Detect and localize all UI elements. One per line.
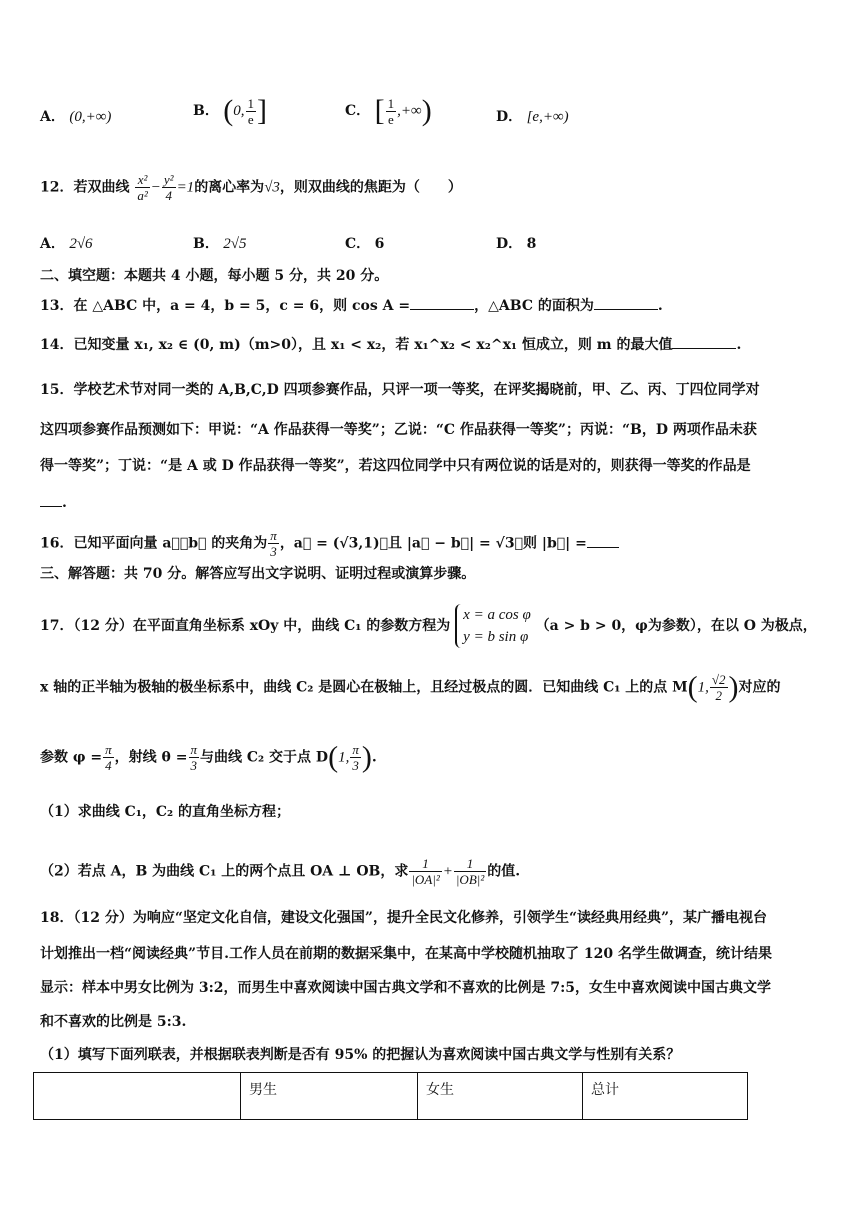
q17-line3d: .	[371, 749, 377, 766]
q15-end: .	[62, 495, 67, 511]
q12-stem	[40, 172, 462, 203]
q11-b-pre: 0,	[233, 103, 245, 119]
q15-blank[interactable]	[40, 492, 62, 507]
q13-mid: ，△ABC 的面积为	[474, 298, 594, 314]
q12-f1-num: x²	[135, 172, 149, 188]
q16-text2: ，a⃗ = (√3,1)，且 |a⃗ − b⃗| = √3，则 |b⃗| =	[279, 535, 587, 552]
q11-option-a	[40, 106, 111, 126]
q12-d-label: D．	[496, 236, 523, 252]
q12-d-value: 8	[526, 236, 537, 252]
q12-f2-den: 4	[165, 188, 172, 203]
q17-part2b: 的值.	[487, 863, 521, 880]
q12-text1: 若双曲线	[73, 179, 130, 196]
q16-text1: 16．已知平面向量 a⃗，b⃗ 的夹角为	[40, 535, 268, 552]
q18-line-2: 计划推出一档“阅读经典”节目.工作人员在前期的数据采集中，在某高中学校随机抽取了 120 名学生做调查，统计结果	[40, 946, 772, 962]
q12-sqrt3: √3	[264, 179, 280, 196]
q16-pi-num: π	[270, 528, 277, 543]
q17-line2a: x 轴的正半轴为极轴的极坐标系中，曲线 C₂ 是圆心在极轴上，且经过极点的圆．已知曲线 C₁ 上的点 M	[40, 679, 688, 696]
q11-option-c: C． [ $\frac{1}{e}$ ,+∞)	[345, 94, 432, 127]
table-header-cell: 女生	[418, 1073, 583, 1120]
q12-f1-den: a²	[137, 188, 148, 203]
q11-c-den: e	[387, 111, 394, 127]
q18-line-3: 显示：样本中男女比例为 3:2，而男生中喜欢阅读中国古典文学和不喜欢的比例是 7:5，女生中喜欢阅读中国古典文学	[40, 980, 772, 996]
q17-theta-den: 3	[190, 758, 197, 773]
q11-c-post: ,+∞	[397, 103, 422, 119]
q11-option-b: B． (0, $\frac{1}{e}$ ]	[193, 94, 268, 127]
q12-c-label: C．	[345, 236, 371, 252]
q11-b-den: e	[247, 111, 254, 127]
q12-a-value: 2√6	[69, 236, 93, 252]
q17-line2b: 对应的	[738, 679, 781, 696]
contingency-table	[33, 1072, 748, 1120]
q15-line-1: 15．学校艺术节对同一类的 A,B,C,D 四项参赛作品，只评一项一等奖，在评奖揭晓前，甲、乙、丙、丁四位同学对	[40, 382, 760, 398]
q17-line3b: ，射线 θ =	[114, 749, 188, 766]
q12-b-label: B．	[193, 236, 219, 252]
q17-param-system	[455, 604, 531, 648]
q12-number: 12．	[40, 179, 74, 196]
q12-option-a	[40, 233, 93, 253]
q17-oa-den: |OA|²	[411, 872, 440, 887]
q12-eq: =1	[176, 179, 195, 196]
q17-part2a: （2）若点 A，B 为曲线 C₁ 上的两个点且 OA ⊥ OB，求	[40, 863, 409, 880]
q11-option-d	[496, 106, 569, 126]
q17-part-2	[40, 856, 520, 887]
q18-part-1: （1）填写下面列联表，并根据联表判断是否有 95% 的把握认为喜欢阅读中国古典文学与性别有关系？	[40, 1047, 681, 1063]
q17-plus: +	[442, 863, 453, 880]
q18-line-1: 18．（12 分）为响应“坚定文化自信，建设文化强国”，提升全民文化修养，引领学生“读经典用经典”，某广播电视台	[40, 910, 768, 926]
q12-f2-num: y²	[163, 172, 174, 187]
q15-line-4	[40, 492, 67, 513]
q17-ob-den: |OB|²	[455, 872, 485, 887]
q17-phi-num: π	[105, 742, 112, 757]
section-3-heading: 三、解答题：共 70 分。解答应写出文字说明、证明过程或演算步骤。	[40, 566, 476, 582]
q11-a-value: (0,+∞)	[69, 109, 112, 125]
q12-b-value: 2√5	[223, 236, 247, 252]
q17-theta-num: π	[190, 742, 198, 757]
q17-phi-den: 4	[105, 758, 112, 773]
q12-option-c	[345, 233, 384, 253]
q11-d-value: [e,+∞)	[526, 109, 569, 125]
q17-line-3: 参数 φ = $\frac{\pi}{4}$ ，射线 θ = $\frac{\pi}{3}$ 与曲线 C₂ 交于点 D(1, $\frac{\pi}{3}$ ).	[40, 740, 377, 774]
q12-a-label: A．	[40, 236, 65, 252]
q14	[40, 334, 741, 355]
q17-line3c: 与曲线 C₂ 交于点 D	[200, 749, 329, 766]
table-header-row	[34, 1073, 748, 1120]
q12-text2: 的离心率为	[194, 179, 265, 196]
q11-b-num: 1	[247, 95, 255, 111]
q13	[40, 295, 663, 316]
q14-end: .	[736, 337, 742, 353]
q17-pre: 17．（12 分）在平面直角坐标系 xOy 中，曲线 C₁ 的参数方程为	[40, 618, 451, 634]
q17-d-pre: 1,	[338, 749, 350, 766]
q15-line-3: 得一等奖”；丁说：“是 A 或 D 作品获得一等奖”，若这四位同学中只有两位说的话是对的，则获得一等奖的作品是	[40, 458, 751, 474]
section-2-heading: 二、填空题：本题共 4 小题，每小题 5 分，共 20 分。	[40, 268, 389, 284]
q17-post: （a > b > 0，φ为参数），在以 O 为极点，	[535, 618, 817, 634]
q11-c-num: 1	[387, 95, 395, 111]
q12-minus: −	[150, 179, 161, 196]
table-header-cell: 男生	[241, 1073, 418, 1120]
q17-oa-num: 1	[409, 856, 441, 872]
q14-blank[interactable]	[672, 334, 736, 349]
q17-m-den: 2	[715, 688, 722, 703]
q18-line-4: 和不喜欢的比例是 5:3.	[40, 1014, 187, 1030]
table-header-cell: 总计	[583, 1073, 748, 1120]
q17-ob-num: 1	[454, 856, 486, 872]
q17-m-num: √2	[711, 672, 726, 687]
q17-sys-1: x = a cos φ	[463, 607, 531, 623]
q12-c-value: 6	[374, 236, 385, 252]
q11-d-label: D．	[496, 109, 523, 125]
q16-pi-den: 3	[270, 544, 277, 559]
q17-line-1	[40, 604, 817, 648]
q13-blank-2[interactable]	[594, 295, 658, 310]
q12-option-d	[496, 233, 536, 253]
q11-c-label: C．	[345, 103, 371, 119]
q12-text3: ，则双曲线的焦距为（ ）	[279, 179, 462, 196]
q11-a-label: A．	[40, 109, 65, 125]
q17-d-den: 3	[352, 758, 359, 773]
q13-text: 13．在 △ABC 中，a = 4，b = 5，c = 6，则 cos A =	[40, 298, 411, 314]
q11-b-label: B．	[193, 103, 219, 119]
q17-line3a: 参数 φ =	[40, 749, 103, 766]
q12-option-b	[193, 233, 247, 253]
q17-line-2: x 轴的正半轴为极轴的极坐标系中，曲线 C₂ 是圆心在极轴上，且经过极点的圆．已知曲线 C₁ 上的点 M(1, $\frac{√2}{2}$ )对应的	[40, 670, 781, 704]
q17-part-1: （1）求曲线 C₁，C₂ 的直角坐标方程；	[40, 804, 291, 820]
table-header-cell	[34, 1073, 241, 1120]
q13-blank-1[interactable]	[410, 295, 474, 310]
q13-end: .	[657, 298, 663, 314]
q17-m-pre: 1,	[697, 679, 709, 696]
q16	[40, 528, 619, 559]
q17-sys-2: y = b sin φ	[463, 629, 529, 645]
q16-blank[interactable]	[587, 533, 619, 548]
q15-line-2: 这四项参赛作品预测如下：甲说：“A 作品获得一等奖”；乙说：“C 作品获得一等奖”；丙说：“B，D 两项作品未获	[40, 422, 757, 438]
q17-d-num: π	[352, 742, 359, 757]
q14-text: 14．已知变量 x₁, x₂ ∈ (0, m)（m>0），且 x₁ < x₂，若 x₁^x₂ < x₂^x₁ 恒成立，则 m 的最大值	[40, 337, 673, 353]
